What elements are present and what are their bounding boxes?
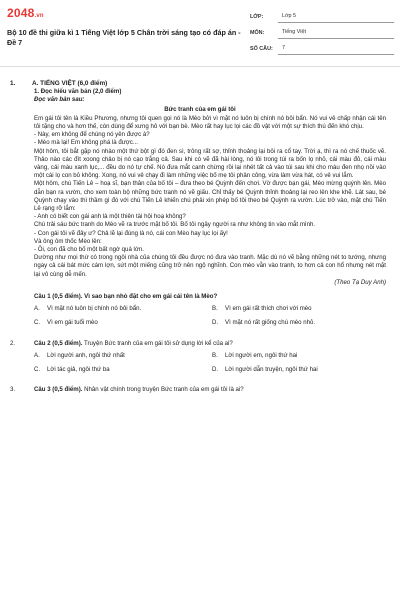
option-c[interactable]: [34, 366, 212, 374]
story-paragraph: - Mèo mà lại! Em không phá là được...: [34, 139, 138, 147]
option-d[interactable]: [212, 319, 390, 327]
meta-value: 7: [278, 43, 394, 55]
story-paragraph: - Con gái tôi vẽ đây ư? Chả lẽ lại đúng là nó, cái con Mèo hay lục lọi ấy!: [34, 229, 228, 237]
meta-row-class: [250, 10, 394, 24]
option-d[interactable]: [212, 366, 390, 374]
exam-content: [10, 80, 390, 395]
question-2-options: [10, 352, 390, 374]
option-text: Lời người anh, ngôi thứ nhất: [47, 351, 125, 359]
option-text: Vì mặt nó rất giống chú mèo nhỏ.: [225, 319, 316, 327]
exam-meta: [250, 10, 394, 58]
option-text: Lời người em, ngôi thứ hai: [225, 351, 298, 359]
section-number: 1.: [10, 80, 16, 87]
story-paragraph: Chú trải sáu bức tranh do Mèo vẽ ra trước mặt bố tôi. Bố tôi ngây người ra như không tin vào mắt mình.: [34, 221, 316, 229]
read-instruction: Đọc văn bản sau:: [34, 96, 85, 104]
question-1: [10, 293, 390, 301]
meta-row-count: [250, 42, 394, 56]
story-paragraph: Một hôm, chú Tiến Lê – hoạ sĩ, bạn thân của bố tôi – đưa theo bé Quỳnh đến chơi. Vờ được bạn gái, Mèo mừng quýnh lên. Mèo dẫn bạn ra vườn, cho xem toàn bộ những bức tranh nó vẽ giấu. Chỉ thấy bé Quỳnh thỉnh thoảng lại reo lên khe khẽ. Lát sau, bé Quỳnh chạy vào thì thầm gì đó với chú Tiến Lê khiến chú phải xin phép bố tôi theo bé Quỳnh ra vườn. Lúc trở vào, mặt chú Tiến Lê rạng rỡ lắm:: [34, 180, 386, 213]
story-paragraph: Một hôm, tôi bắt gặp nó nhào một thứ bột gì đó đen sì, trông rất sợ, thỉnh thoảng lại bôi ra cổ tay. Trời ạ, thì ra nó chế thuốc vẽ. Thảo nào các đít xoong chảo bị nó cạo trắng cả. Sau khi có vẽ đã hài lòng, nó lôi trong túi ra bốn lọ nhỏ, cái màu đỏ, cái màu vàng, cái màu xanh lục,... đều do nó tự chế. Nó đưa mắt canh chừng rồi lại nhét tất cả vào túi sau khi cho màu đen nhọ nồi vào một cái lọ con bỏ không. Xong, nó vui vẻ chạy đi làm những việc bố mẹ tôi phân công, vừa làm vừa hát, có vẻ vui lắm.: [34, 147, 386, 180]
question-number: 3.: [10, 386, 16, 394]
story-paragraph: - Này, em không để chúng nó yên được à?: [34, 131, 150, 139]
logo-suffix: .vn: [34, 13, 44, 19]
option-letter: D.: [212, 319, 219, 327]
story-paragraph: - Ôi, con đã cho bố một bất ngờ quá lớn.: [34, 246, 144, 254]
question-prefix: Câu 3 (0,5 điểm).: [34, 386, 83, 394]
meta-label: MÔN:: [250, 30, 265, 36]
story-paragraph: Và ông ôm thốc Mèo lên:: [34, 237, 102, 245]
story-author: (Theo Tạ Duy Anh): [334, 278, 386, 286]
option-c[interactable]: [34, 319, 212, 327]
question-2: [10, 340, 390, 348]
story-paragraph: - Anh có biết con gái anh là một thiên tài hội hoạ không?: [34, 213, 186, 221]
option-letter: A.: [34, 351, 40, 359]
question-3: [10, 386, 390, 394]
meta-value: Lớp 5: [278, 11, 394, 23]
question-text: Truyện Bức tranh của em gái tôi sử dụng lời kể của ai?: [82, 339, 233, 347]
option-letter: C.: [34, 319, 41, 327]
option-letter: D.: [212, 366, 219, 374]
question-text: Nhân vật chính trong truyện Bức tranh của em gái tôi là ai?: [82, 386, 244, 394]
question-1-options: [10, 305, 390, 327]
header-divider: [0, 66, 400, 67]
question-text: Vì sao bạn nhỏ đặt cho em gái cái tên là Mèo?: [82, 293, 218, 301]
option-b[interactable]: [212, 305, 390, 313]
document-title: Bộ 10 đề thi giữa kì 1 Tiếng Việt lớp 5 Chân trời sáng tạo có đáp án - Đề 7: [7, 28, 241, 47]
option-b[interactable]: [212, 352, 390, 360]
section-heading: [10, 80, 390, 88]
question-number: 2.: [10, 339, 16, 347]
option-letter: B.: [212, 351, 218, 359]
option-a[interactable]: [34, 305, 212, 313]
section-title: A. TIẾNG VIỆT (6,0 điểm): [32, 80, 108, 87]
option-a[interactable]: [34, 352, 212, 360]
option-text: Lời người dẫn truyện, ngôi thứ hai: [225, 366, 318, 374]
meta-label: SỐ CÂU:: [250, 46, 273, 52]
option-letter: B.: [212, 305, 218, 313]
option-text: Vì mặt nó luôn bị chính nó bôi bẩn.: [47, 305, 142, 313]
site-logo[interactable]: [7, 6, 44, 20]
meta-label: LỚP:: [250, 14, 264, 20]
option-text: Vì em gái rất thích chơi với mèo: [225, 305, 312, 313]
story-paragraph: Dường như mọi thứ có trong ngôi nhà của chúng tôi đều được nó đưa vào tranh. Mặc dù nó vẽ bằng những nét to tướng, nhưng ngay cả cái bát mức cám lợn, sứt một miếng cũng trở nên ngộ nghĩnh. Con mèo vằn vào tranh, to hơn cả con hổ nhưng nét mặt lại vô cùng dễ mến.: [34, 254, 386, 278]
question-prefix: Câu 1 (0,5 điểm).: [34, 293, 83, 301]
option-letter: A.: [34, 305, 40, 313]
question-prefix: Câu 2 (0,5 điểm).: [34, 339, 83, 347]
story-title: Bức tranh của em gái tôi: [164, 105, 236, 113]
option-text: Lời tác giả, ngôi thứ ba: [47, 366, 110, 374]
logo-text: 2048: [7, 6, 35, 20]
story-paragraph: Em gái tôi tên là Kiều Phương, nhưng tôi quen gọi nó là Mèo bởi vì mặt nó luôn bị chính nó bôi bẩn. Nó vui vẻ chấp nhận cái tên tôi tặng cho và hơn thế, còn dùng để xưng hô với bạn bè. Mèo rất hay lục lọi các đồ vật với một sự thích thú đến khó chịu.: [34, 114, 386, 131]
option-text: Vì em gái tuổi mèo: [47, 319, 98, 327]
meta-value: Tiếng Việt: [278, 27, 394, 39]
meta-row-subject: [250, 26, 394, 40]
page-header: [0, 0, 400, 64]
subsection-title: 1. Đọc hiểu văn bản (2,0 điểm): [34, 88, 122, 96]
option-letter: C.: [34, 366, 41, 374]
